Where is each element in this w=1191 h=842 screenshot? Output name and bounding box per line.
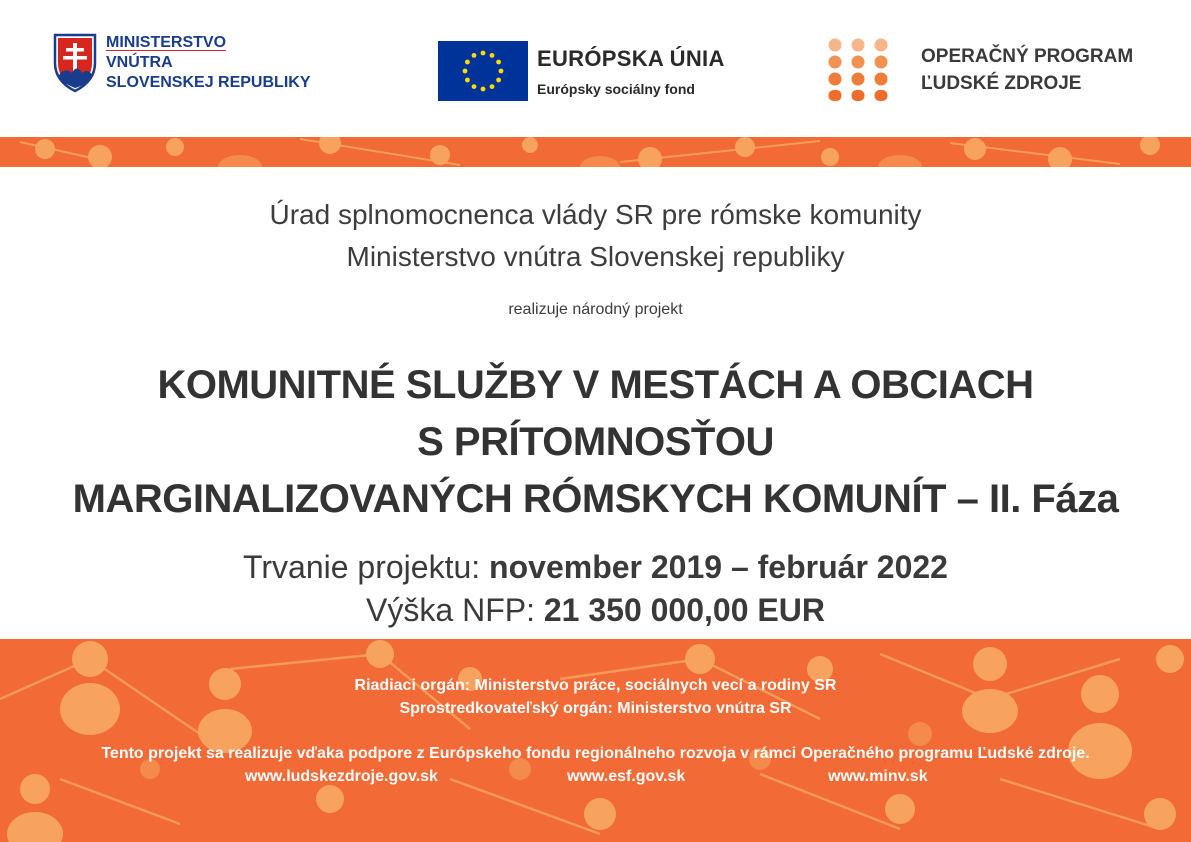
project-amount bbox=[0, 592, 1191, 629]
slovak-coat-of-arms-icon bbox=[52, 33, 98, 93]
amount-label: Výška NFP: bbox=[366, 592, 544, 628]
duration-value: november 2019 – február 2022 bbox=[489, 549, 948, 585]
realizes-text: realizuje národný projekt bbox=[508, 301, 683, 318]
eu-flag-icon bbox=[438, 41, 528, 101]
ministry-logo-line3: SLOVENSKEJ REPUBLIKY bbox=[106, 74, 311, 91]
eu-logo-subtitle: Európsky sociálny fond bbox=[537, 80, 695, 97]
org-line2: Ministerstvo vnútra Slovenskej republiky bbox=[346, 241, 845, 272]
ministry-logo bbox=[52, 33, 310, 93]
funding-statement: Tento projekt sa realizuje vďaka podpore z Európskeho fondu regionálneho rozvoja v rámci Operačného programu Ľudské zdroje. bbox=[101, 745, 1090, 762]
op-logo-line1: OPERAČNÝ PROGRAM bbox=[921, 46, 1134, 67]
header bbox=[0, 0, 1191, 137]
people-dots-icon bbox=[826, 38, 892, 102]
duration-label: Trvanie projektu: bbox=[243, 549, 490, 585]
link-ludskezdroje[interactable]: www.ludskezdroje.gov.sk bbox=[245, 768, 438, 785]
project-title-line1: KOMUNITNÉ SLUŽBY V MESTÁCH A OBCIACH bbox=[157, 363, 1034, 407]
top-orange-band bbox=[0, 137, 1191, 167]
ministry-logo-line2: VNÚTRA bbox=[106, 54, 173, 71]
eu-logo-title: EURÓPSKA ÚNIA bbox=[537, 45, 725, 71]
amount-value: 21 350 000,00 EUR bbox=[543, 592, 825, 628]
project-title-line2: S PRÍTOMNOSŤOU bbox=[417, 420, 774, 464]
org-line1: Úrad splnomocnenca vlády SR pre rómske komunity bbox=[269, 199, 922, 230]
managing-authority: Riadiaci orgán: Ministerstvo práce, sociálnych vecí a rodiny SR bbox=[354, 677, 837, 694]
people-pattern-decoration bbox=[0, 639, 1191, 842]
project-duration bbox=[0, 549, 1191, 586]
op-logo-line2: ĽUDSKÉ ZDROJE bbox=[921, 73, 1082, 94]
bottom-orange-band bbox=[0, 639, 1191, 842]
op-logo bbox=[826, 38, 1133, 102]
link-minv[interactable]: www.minv.sk bbox=[828, 768, 928, 785]
link-esf[interactable]: www.esf.gov.sk bbox=[567, 768, 686, 785]
ministry-logo-line1: MINISTERSTVO bbox=[106, 34, 227, 51]
intermediate-body: Sprostredkovateľský orgán: Ministerstvo vnútra SR bbox=[399, 700, 792, 717]
eu-logo bbox=[438, 41, 725, 101]
project-title-line3: MARGINALIZOVANÝCH RÓMSKYCH KOMUNÍT – II. Fáza bbox=[72, 477, 1119, 521]
people-pattern-decoration bbox=[0, 137, 1191, 167]
